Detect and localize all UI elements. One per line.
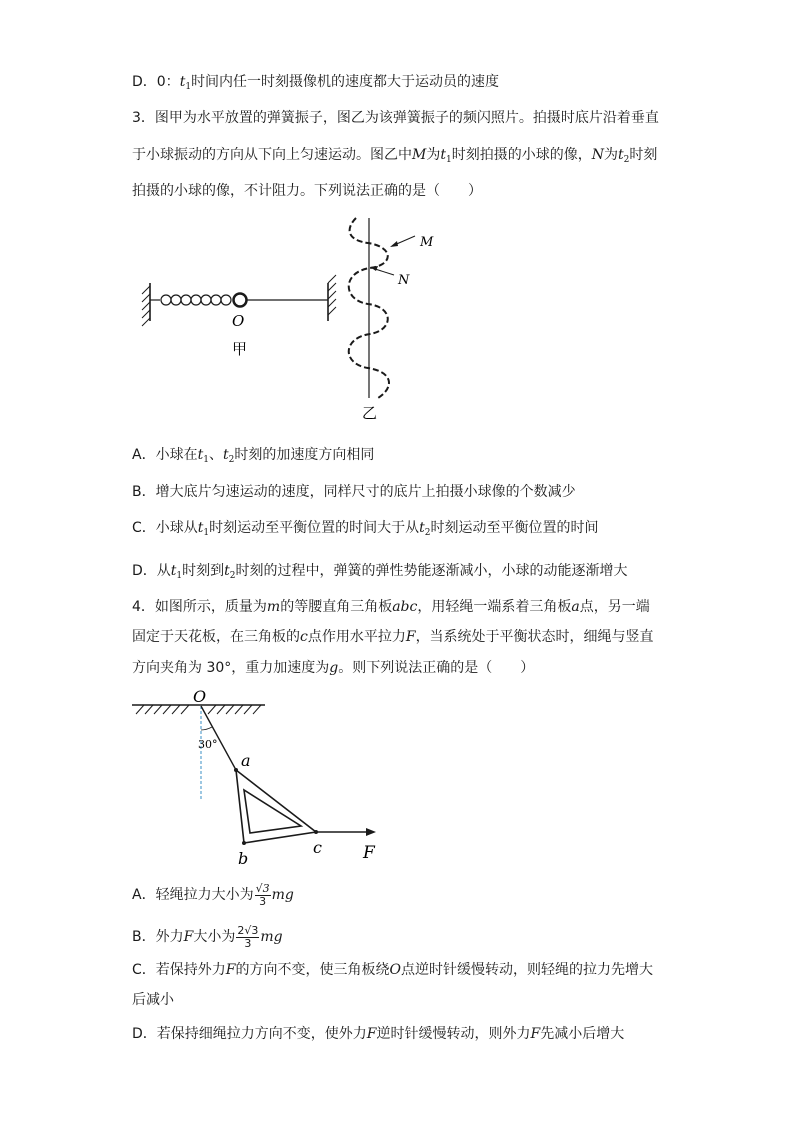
q4-option-c-line2: 后减小 [132, 992, 174, 1008]
label-angle: 30° [198, 738, 218, 751]
label-c: c [313, 838, 322, 857]
subscript: 1 [185, 82, 192, 92]
q2-option-d-prefix: D．0： [132, 74, 180, 90]
label-a: a [241, 751, 251, 770]
label-yi: 乙 [362, 404, 378, 422]
q2-option-d-text: 时间内任一时刻摄像机的速度都大于运动员的速度 [191, 74, 500, 90]
q4-option-d: D．若保持细绳拉力方向不变，使外力F逆时针缓慢转动，则外力F先减小后增大 [132, 1026, 625, 1042]
label-jia: 甲 [232, 340, 248, 358]
triangle-inner [244, 790, 301, 833]
q4-option-c-line1: C．若保持外力F的方向不变，使三角板绕O点逆时针缓慢转动，则轻绳的拉力先增大 [132, 962, 653, 978]
q4-stem-line3: 方向夹角为 30°，重力加速度为g。则下列说法正确的是（ ） [132, 660, 535, 676]
label-O: O [232, 312, 245, 330]
label-M: M [420, 235, 434, 250]
q3-stem-line3: 拍摄的小球的像，不计阻力。下列说法正确的是（ ） [132, 183, 482, 199]
q3-stem-line1: 3．图甲为水平放置的弹簧振子，图乙为该弹簧振子的频闪照片。拍摄时底片沿着垂直 [132, 110, 659, 126]
label-O: O [193, 687, 207, 706]
q3-option-b: B．增大底片匀速运动的速度，同样尺寸的底片上拍摄小球像的个数减少 [132, 484, 576, 500]
q3-option-a: A．小球在$t_1$、$t_2$时刻的加速度方向相同 [132, 447, 375, 465]
fraction: $\frac{√3}{3}$ [255, 881, 270, 908]
q3-stem-line2: 于小球振动的方向从下向上匀速运动。图乙中M为$t_1$时刻拍摄的小球的像，N为$t_2$时刻 [132, 147, 658, 165]
label-F: F [363, 843, 375, 863]
point-a [234, 768, 238, 772]
q4-stem-line1: 4．如图所示，质量为m的等腰直角三角板abc，用轻绳一端系着三角板a点，另一端 [132, 599, 650, 615]
angle-arc [201, 727, 212, 730]
q4-stem-line2: 固定于天花板，在三角板的c点作用水平拉力F，当系统处于平衡状态时，细绳与竖直 [132, 629, 654, 645]
q3-option-c: C．小球从$t_1$时刻运动至平衡位置的时间大于从$t_2$时刻运动至平衡位置的时间 [132, 520, 599, 538]
ceiling-hatch [136, 705, 261, 714]
point-b [242, 841, 246, 845]
triangle-outer [236, 770, 316, 843]
fraction: $\frac{2√3}{3}$ [237, 923, 259, 950]
q4-option-a: A．轻绳拉力大小为 $\frac{√3}{3}$ mg [132, 881, 294, 908]
var-t: t [179, 74, 186, 90]
q3-option-d: D．从$t_1$时刻到$t_2$时刻的过程中，弹簧的弹性势能逐渐减小，小球的动能逐渐增大 [132, 563, 628, 581]
label-N: N [398, 273, 410, 288]
q4-option-b: B．外力F大小为 $\frac{2√3}{3}$ mg [132, 923, 283, 950]
label-b: b [238, 849, 249, 868]
